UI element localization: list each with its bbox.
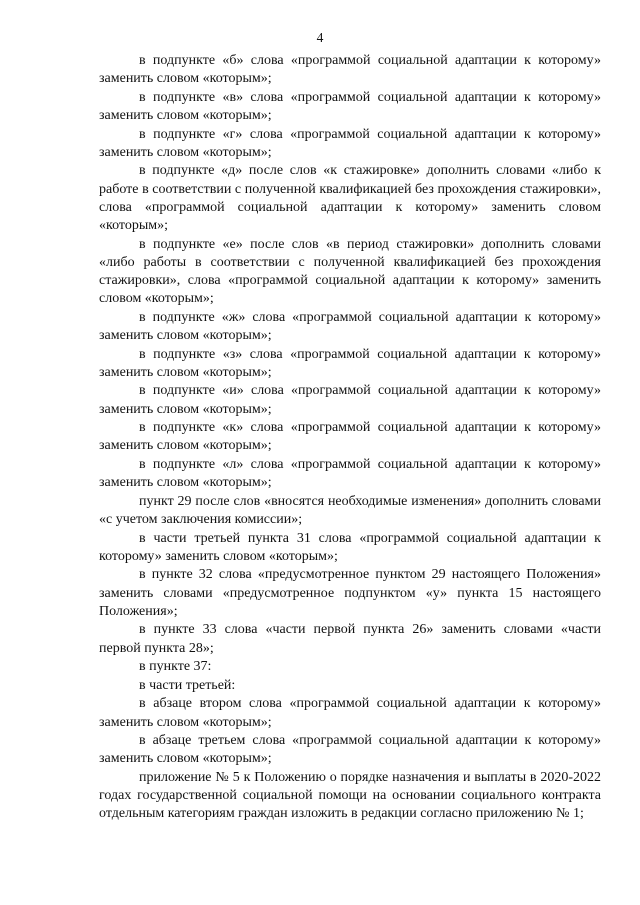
paragraph-1: в подпункте «б» слова «программой социальной адаптации к которому» заменить словом «которым»; xyxy=(99,53,601,87)
paragraph-9: в подпункте «к» слова «программой социальной адаптации к которому» заменить словом «которым»; xyxy=(99,420,601,454)
paragraph-10: в подпункте «л» слова «программой социальной адаптации к которому» заменить словом «которым»; xyxy=(99,456,601,491)
paragraph-15: в пункте 37: xyxy=(139,659,212,675)
paragraph-4: в подпункте «д» после слов «к стажировке» дополнить словами «либо к работе в соответствии с полученной квалификацией без прохождения стажировки», слова «программой социальной адаптации к которому» заменить словом «которым»; xyxy=(99,163,601,233)
document-body xyxy=(99,52,601,824)
paragraph-7: в подпункте «з» слова «программой социальной адаптации к которому» заменить словом «которым»; xyxy=(99,346,601,380)
paragraph-17: в абзаце втором слова «программой социальной адаптации к которому» заменить словом «которым»; xyxy=(99,696,601,730)
paragraph-18: в абзаце третьем слова «программой социальной адаптации к которому» заменить словом «которым»; xyxy=(99,733,601,767)
paragraph-16: в части третьей: xyxy=(139,677,236,693)
paragraph-19: приложение № 5 к Положению о порядке назначения и выплаты в 2020-2022 годах государственной социальной помощи на основании социального контракта отдельным категориям граждан изложить в редакции согласно приложению № 1; xyxy=(99,769,601,822)
paragraph-14: в пункте 33 слова «части первой пункта 26» заменить словами «части первой пункта 28»; xyxy=(99,622,601,656)
paragraph-3: в подпункте «г» слова «программой социальной адаптации к которому» заменить словом «которым»; xyxy=(99,126,601,160)
paragraph-11: пункт 29 после слов «вносятся необходимые изменения» дополнить словами «с учетом заключения комиссии»; xyxy=(99,493,601,527)
paragraph-5: в подпункте «е» после слов «в период стажировки» дополнить словами «либо работы в соответствии с полученной квалификацией без прохождения стажировки», слова «программой социальной адаптации к которому» заменить словом «которым»; xyxy=(99,236,601,307)
paragraph-6: в подпункте «ж» слова «программой социальной адаптации к которому» заменить словом «которым»; xyxy=(99,309,601,343)
paragraph-13: в пункте 32 слова «предусмотренное пунктом 29 настоящего Положения» заменить словами «предусмотренное подпунктом «у» пункта 15 настоящего Положения»; xyxy=(99,567,601,619)
paragraph-12: в части третьей пункта 31 слова «программой социальной адаптации к которому» заменить словом «которым»; xyxy=(99,530,601,564)
page-number: 4 xyxy=(316,30,324,45)
paragraph-8: в подпункте «и» слова «программой социальной адаптации к которому» заменить словом «которым»; xyxy=(99,383,601,417)
paragraph-2: в подпункте «в» слова «программой социальной адаптации к которому» заменить словом «которым»; xyxy=(99,89,601,123)
